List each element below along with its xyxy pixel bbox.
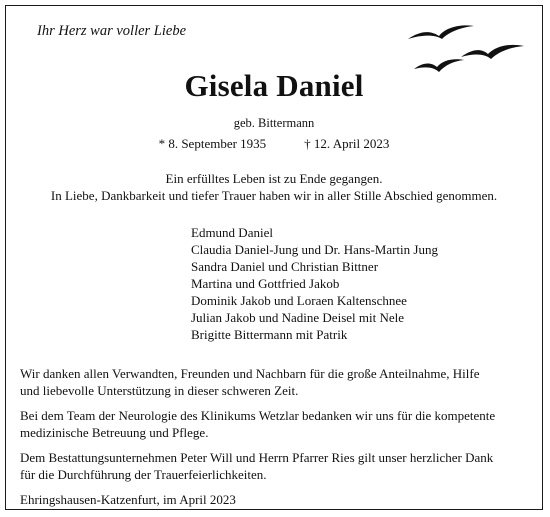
mourner: Sandra Daniel und Christian Bittner [191, 259, 379, 274]
mourner: Claudia Daniel-Jung und Dr. Hans-Martin Jung [191, 242, 438, 257]
mourners-list [191, 224, 438, 343]
mourner: Edmund Daniel [191, 225, 273, 240]
thanks-line: für die Durchführung der Trauerfeierlichkeiten. [20, 467, 267, 482]
thanks-line: Bei dem Team der Neurologie des Klinikums Wetzlar bedanken wir uns für die kompetente [20, 408, 496, 423]
obituary-notice [5, 5, 543, 510]
opening-line: Ein erfülltes Leben ist zu Ende gegangen. [165, 171, 383, 186]
mourner: Dominik Jakob und Loraen Kaltenschnee [191, 293, 407, 308]
thanks-section [20, 357, 535, 516]
opening-text [6, 170, 542, 204]
deceased-name: Gisela Daniel [184, 68, 364, 103]
thanks-line: medizinische Betreuung und Pflege. [20, 425, 209, 440]
place-date-line: Ehringshausen-Katzenfurt, im April 2023 [20, 492, 236, 507]
thanks-line: und liebevolle Unterstützung in dieser schweren Zeit. [20, 383, 299, 398]
thanks-line: Dem Bestattungsunternehmen Peter Will und Herrn Pfarrer Ries gilt unser herzlicher Dank [20, 450, 494, 465]
opening-line: In Liebe, Dankbarkeit und tiefer Trauer haben wir in aller Stille Abschied genommen. [50, 188, 498, 203]
birth-date: * 8. September 1935 [158, 136, 267, 151]
maiden-name: geb. Bittermann [233, 116, 315, 130]
mourner: Martina und Gottfried Jakob [191, 276, 340, 291]
life-dates [6, 136, 542, 152]
death-date: † 12. April 2023 [304, 136, 390, 151]
thanks-line: Wir danken allen Verwandten, Freunden und Nachbarn für die große Anteilnahme, Hilfe [20, 366, 480, 381]
mourner: Brigitte Bittermann mit Patrik [191, 327, 348, 342]
motto: Ihr Herz war voller Liebe [37, 23, 187, 39]
mourner: Julian Jakob und Nadine Deisel mit Nele [191, 310, 405, 325]
